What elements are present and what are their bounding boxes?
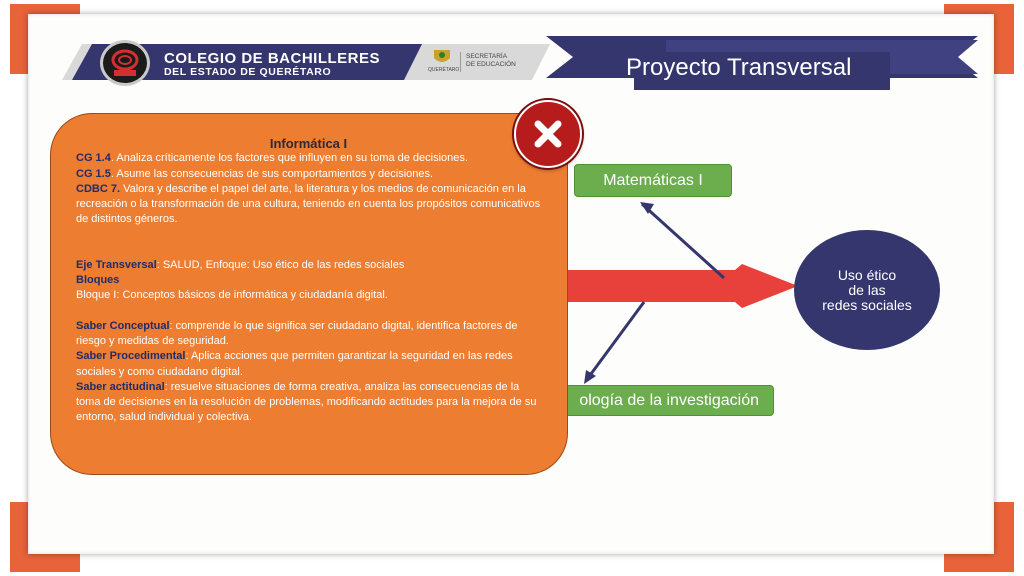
eje-label: Eje Transversal (76, 258, 157, 271)
bloque-i-label: Bloque I (76, 289, 117, 302)
bloques-label: Bloques (76, 274, 120, 287)
box-metodologia (546, 385, 774, 416)
cg15-label: CG 1.5 (76, 167, 111, 180)
saber-conceptual-text: : comprende lo que significa ser ciudadano digital, identifica factores de riesgo y medidas de seguridad. (76, 319, 518, 347)
center-topic-line2: de las (848, 281, 886, 298)
main-arrow (560, 264, 798, 308)
school-name-line1: COLEGIO DE BACHILLERES (164, 50, 381, 67)
secretaria-line2: DE EDUCACIÓN (466, 61, 516, 68)
cg14-label: CG 1.4 (76, 152, 111, 165)
eje-text: : SALUD, Enfoque: Uso ético de las redes sociales (156, 258, 405, 271)
arrow-to-investigacion (588, 302, 644, 378)
info-card (50, 113, 568, 475)
card-title: Informática I (269, 136, 348, 151)
saber-conceptual-line (76, 319, 541, 350)
cdbc-line (76, 182, 541, 228)
cdbc-label: CDBC 7. (76, 182, 121, 195)
spacer (76, 304, 541, 319)
bloque-i-text: : Conceptos básicos de informática y ciudadanía digital. (116, 289, 388, 302)
box-matematicas-label: Matemáticas I (603, 171, 703, 189)
secretaria-line1: SECRETARÍA (466, 53, 508, 60)
cg14-line (76, 151, 541, 166)
saber-actitudinal-text: : resuelve situaciones de forma creativa, analiza las consecuencias de la toma de decisiones en la resolución de problemas, modificando actitudes para la mejora de su entorno, salud individual y colectiva. (76, 380, 537, 424)
saber-procedimental-label: Saber Procedimental (76, 350, 186, 363)
banner-title: Proyecto Transversal (626, 54, 852, 81)
close-icon (531, 117, 565, 151)
cg14-text: . Analiza críticamente los factores que influyen en su toma de decisiones. (110, 152, 468, 165)
cg15-line (76, 167, 541, 182)
center-topic-line1: Uso ético (837, 266, 897, 283)
saber-procedimental-line (76, 349, 541, 380)
saber-conceptual-label: Saber Conceptual (76, 319, 170, 332)
cdbc-text: Valora y describe el papel del arte, la literatura y los medios de comunicación en la recreación o la transformación de una cultura, teniendo en cuenta los propósitos comunicativos de distintos géneros. (76, 182, 541, 226)
saber-actitudinal-label: Saber actitudinal (76, 380, 165, 393)
cobaq-logo-icon (100, 40, 150, 86)
header-divider (460, 52, 461, 72)
box-metodologia-label: ología de la investigación (579, 391, 759, 409)
saber-actitudinal-line (76, 380, 541, 426)
diagram-arrows (560, 190, 800, 390)
cg15-text: . Asume las consecuencias de sus comportamientos y decisiones. (110, 167, 434, 180)
saber-procedimental-text: : Aplica acciones que permiten garantizar la seguridad en las redes sociales y como ciudadano digital. (76, 350, 513, 378)
queretaro-seal-icon (430, 46, 454, 68)
eje-line (76, 258, 541, 273)
school-name-line2: DEL ESTADO DE QUERÉTARO (164, 66, 332, 78)
center-topic-line3: redes sociales (822, 296, 912, 313)
box-matematicas (574, 164, 732, 197)
secretaria-label (466, 53, 516, 69)
spacer (76, 228, 541, 258)
arrow-to-matematicas (642, 204, 724, 278)
bloque-i-line (76, 288, 541, 303)
close-button[interactable] (514, 100, 582, 168)
state-label: QUERÉTARO (428, 67, 460, 73)
center-topic-circle (794, 230, 940, 350)
